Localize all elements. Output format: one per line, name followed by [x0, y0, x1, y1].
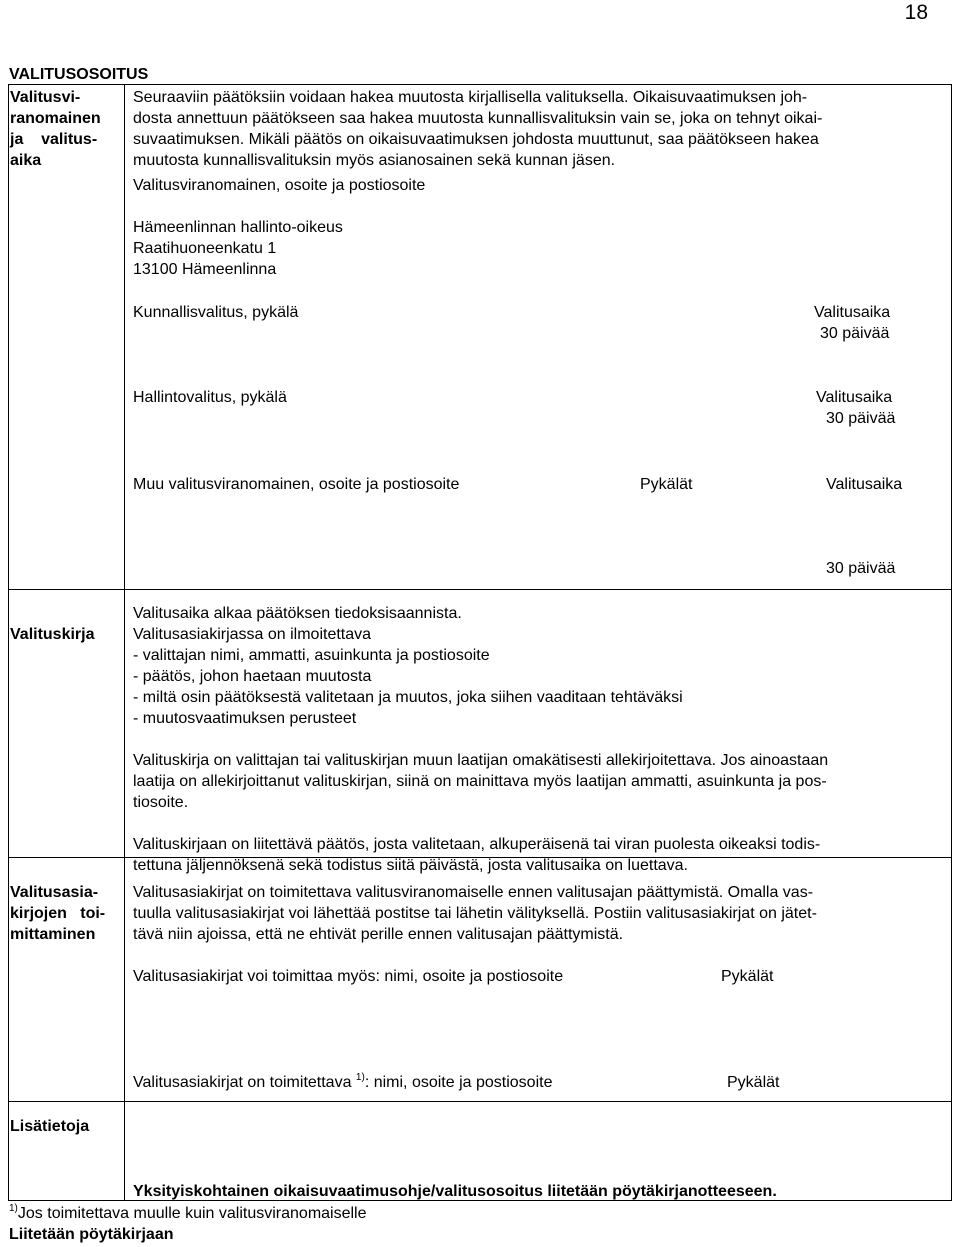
page-number: 18 — [904, 1, 928, 24]
authority-city: 13100 Hämeenlinna — [133, 261, 277, 278]
footnote-marker: 1) — [9, 1203, 18, 1214]
footnote-text: Jos toimitettava muulle kuin valitusviranomaiselle — [17, 1205, 367, 1222]
authority-heading: Valitusviranomainen, osoite ja postiosoite — [133, 177, 426, 194]
other-period-value: 30 päivää — [826, 560, 896, 577]
document-title: VALITUSOSOITUS — [9, 66, 149, 83]
deliver-to-suffix: : nimi, osoite ja postiosoite — [364, 1074, 553, 1091]
table-top-border — [8, 84, 952, 85]
signature-line: Valituskirja on valittajan tai valituskirjan muun laatijan omakätisesti allekirjoitettava. Jos ainoastaan — [133, 752, 829, 769]
deliver-to-label — [133, 1072, 552, 1093]
admin-appeal-label: Hallintovalitus, pykälä — [133, 389, 287, 406]
delivery-paragraph — [133, 882, 949, 945]
admin-period-label: Valitusaika — [816, 389, 893, 406]
additional-info-note: Yksityiskohtainen oikaisuvaatimusohje/valitusosoitus liitetään pöytäkirjanotteeseen. — [133, 1183, 777, 1200]
intro-paragraph — [133, 87, 949, 171]
other-period-label: Valitusaika — [826, 476, 903, 493]
delivery-label-line: mittaminen — [10, 926, 96, 943]
attachment-line: tettuna jäljennöksenä sekä todistus siitä päivästä, josta valitusaika on luettava. — [133, 857, 688, 874]
municipal-appeal-label: Kunnallisvalitus, pykälä — [133, 304, 299, 321]
appeal-authority-label-line: ja valitus- — [10, 131, 98, 148]
appeal-document-label: Valituskirja — [10, 626, 95, 643]
attachment-paragraph — [133, 834, 949, 876]
delivery-line: tävä niin ajoissa, että ne ehtivät perille ennen valitusajan päättymistä. — [133, 926, 624, 943]
delivery-label-line: Valitusasia- — [10, 884, 99, 901]
intro-line: muutosta kunnallisvalituksin myös asianosainen sekä kunnan jäsen. — [133, 152, 616, 169]
signature-line: tiosoite. — [133, 794, 189, 811]
authority-street: Raatihuoneenkatu 1 — [133, 240, 277, 257]
deliver-to-sections: Pykälät — [727, 1074, 780, 1091]
authority-name: Hämeenlinnan hallinto-oikeus — [133, 219, 343, 236]
intro-line: dosta annettuun päätökseen saa hakea muutosta kunnallisvalituksin vain se, joka on tehnyt oikai- — [133, 110, 823, 127]
signature-paragraph — [133, 750, 949, 813]
other-sections-label: Pykälät — [640, 476, 693, 493]
appeal-authority-label-line: aika — [10, 152, 42, 169]
list-item: - valittajan nimi, ammatti, asuinkunta ja postiosoite — [133, 647, 490, 664]
appeal-authority-label-line: Valitusvi- — [10, 89, 81, 106]
list-item: - muutosvaatimuksen perusteet — [133, 710, 357, 727]
alternative-delivery-label: Valitusasiakirjat voi toimittaa myös: nimi, osoite ja postiosoite — [133, 968, 564, 985]
document-contents-heading: Valitusasiakirjassa on ilmoitettava — [133, 626, 372, 643]
delivery-line: tuulla valitusasiakirjat voi lähettää postitse tai lähetin välityksellä. Postiin valitusasiakirjat on jätet- — [133, 905, 817, 922]
table-left-border — [8, 84, 9, 1201]
section-divider-1 — [8, 589, 952, 590]
footer-note: Liitetään pöytäkirjaan — [9, 1226, 174, 1243]
section-divider-3 — [8, 1101, 952, 1102]
delivery-label-line: kirjojen toi- — [10, 905, 106, 922]
signature-line: laatija on allekirjoittanut valituskirjan, siinä on mainittava myös laatijan ammatti, asuinkunta ja pos- — [133, 773, 827, 790]
alternative-delivery-sections: Pykälät — [721, 968, 774, 985]
admin-period-value: 30 päivää — [826, 410, 896, 427]
delivery-label — [10, 882, 120, 945]
document-contents-list — [133, 645, 683, 729]
municipal-period-value: 30 päivää — [820, 325, 890, 342]
municipal-period-label: Valitusaika — [814, 304, 891, 321]
additional-info-label: Lisätietoja — [10, 1118, 90, 1135]
period-start-note: Valitusaika alkaa päätöksen tiedoksisaannista. — [133, 605, 462, 622]
delivery-line: Valitusasiakirjat on toimitettava valitusviranomaiselle ennen valitusajan päättymistä. Omalla vas- — [133, 884, 814, 901]
appeal-authority-label — [10, 87, 120, 171]
attachment-line: Valituskirjaan on liitettävä päätös, josta valitetaan, alkuperäisenä tai viran puolesta oikeaksi todis- — [133, 836, 821, 853]
footnote-marker: 1) — [355, 1072, 365, 1083]
footnote — [9, 1203, 367, 1224]
appeal-authority-label-line: ranomainen — [10, 110, 101, 127]
intro-line: suvaatimuksen. Mikäli päätös on oikaisuvaatimuksen johdosta muuttunut, saa päätökseen hakea — [133, 131, 819, 148]
list-item: - päätös, johon haetaan muutosta — [133, 668, 372, 685]
table-right-border — [951, 84, 952, 1201]
deliver-to-prefix: Valitusasiakirjat on toimitettava — [133, 1074, 356, 1091]
other-authority-label: Muu valitusviranomainen, osoite ja postiosoite — [133, 476, 460, 493]
intro-line: Seuraaviin päätöksiin voidaan hakea muutosta kirjallisella valituksella. Oikaisuvaatimuksen joh- — [133, 89, 808, 106]
list-item: - miltä osin päätöksestä valitetaan ja muutos, joka siihen vaaditaan tehtäväksi — [133, 689, 683, 706]
table-column-divider — [124, 84, 125, 1201]
